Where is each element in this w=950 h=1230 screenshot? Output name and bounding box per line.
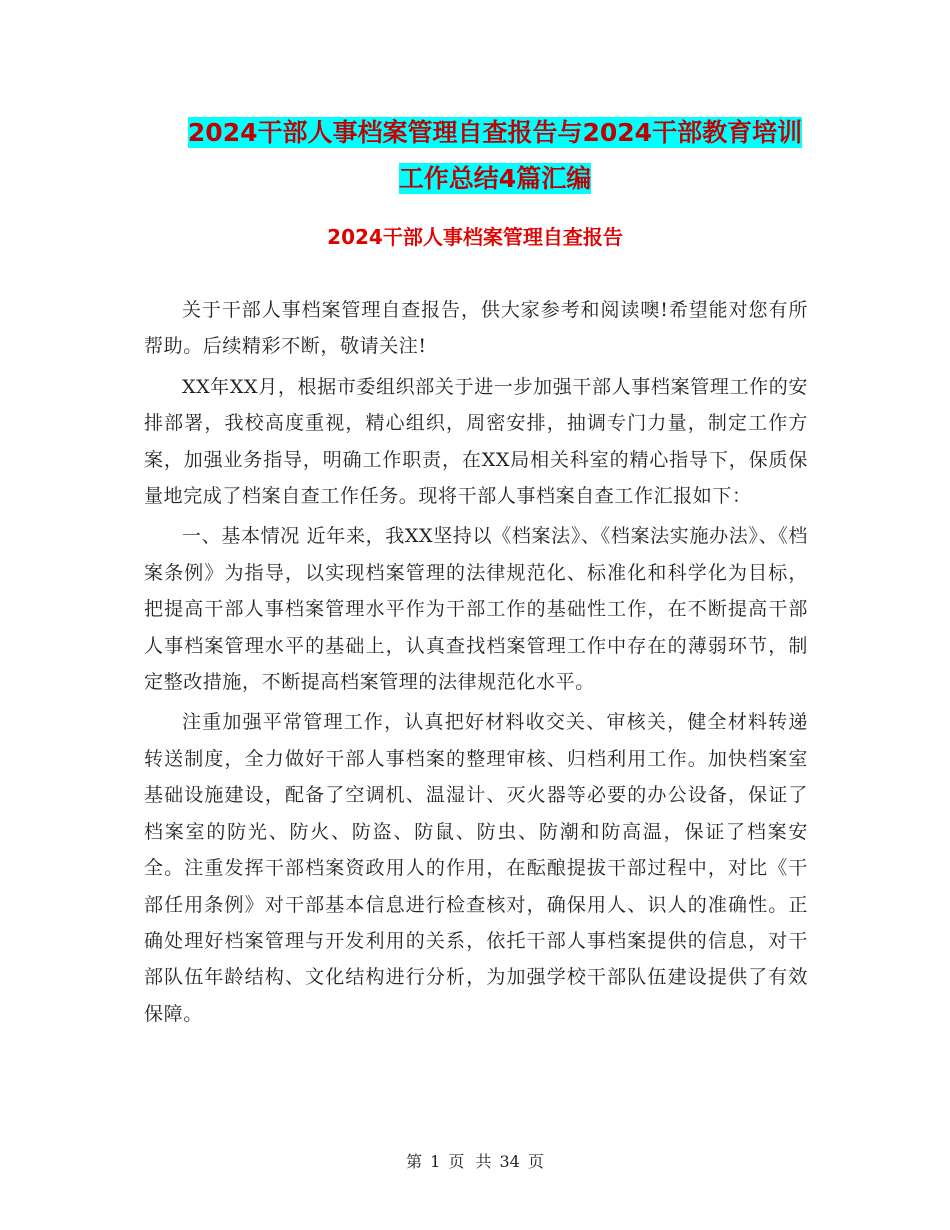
document-title (140, 110, 850, 202)
paragraph-intro: 关于干部人事档案管理自查报告，供大家参考和阅读噢!希望能对您有所帮助。后续精彩不断，敬请关注! (144, 299, 808, 358)
paragraph-daily-management: 注重加强平常管理工作，认真把好材料收交关、审核关，健全材料转递转送制度，全力做好干部人事档案的整理审核、归档利用工作。加快档案室基础设施建设，配备了空调机、温湿计、灭火器等必要的办公设备，保证了档案室的防光、防火、防盗、防鼠、防虫、防潮和防高温，保证了档案安全。注重发挥干部档案资政用人的作用，在酝酿提拔干部过程中，对比《干部任用条例》对干部基本信息进行检查核对，确保用人、识人的准确性。正确处理好档案管理与开发利用的关系，依托干部人事档案提供的信息，对干部队伍年龄结构、文化结构进行分析，为加强学校干部队伍建设提供了有效保障。 (144, 711, 808, 1025)
paragraph-basic-situation: 一、基本情况 近年来，我XX坚持以《档案法》、《档案法实施办法》、《档案条例》为指导，以实现档案管理的法律规范化、标准化和科学化为目标，把提高干部人事档案管理水平作为干部工作的基础性工作，在不断提高干部人事档案管理水平的基础上，认真查找档案管理工作中存在的薄弱环节，制定整改措施，不断提高档案管理的法律规范化水平。 (144, 525, 808, 694)
body-text (144, 292, 808, 1036)
page-footer (0, 1150, 950, 1174)
footer-suffix: 页 (527, 1152, 544, 1171)
title-line-1: 2024干部人事档案管理自查报告与2024干部教育培训 (187, 118, 803, 147)
footer-page-total: 34 (499, 1152, 520, 1171)
section-title: 2024干部人事档案管理自查报告 (327, 225, 623, 249)
footer-page-number: 1 (430, 1152, 441, 1171)
footer-mid: 页 共 (448, 1152, 492, 1171)
footer-prefix: 第 (406, 1152, 423, 1171)
title-line-2: 工作总结4篇汇编 (398, 164, 592, 193)
paragraph-background: XX年XX月，根据市委组织部关于进一步加强干部人事档案管理工作的安排部署，我校高度重视，精心组织，周密安排，抽调专门力量，制定工作方案，加强业务指导，明确工作职责，在XX局相关科室的精心指导下，保质保量地完成了档案自查工作任务。现将干部人事档案自查工作汇报如下： (144, 375, 808, 508)
